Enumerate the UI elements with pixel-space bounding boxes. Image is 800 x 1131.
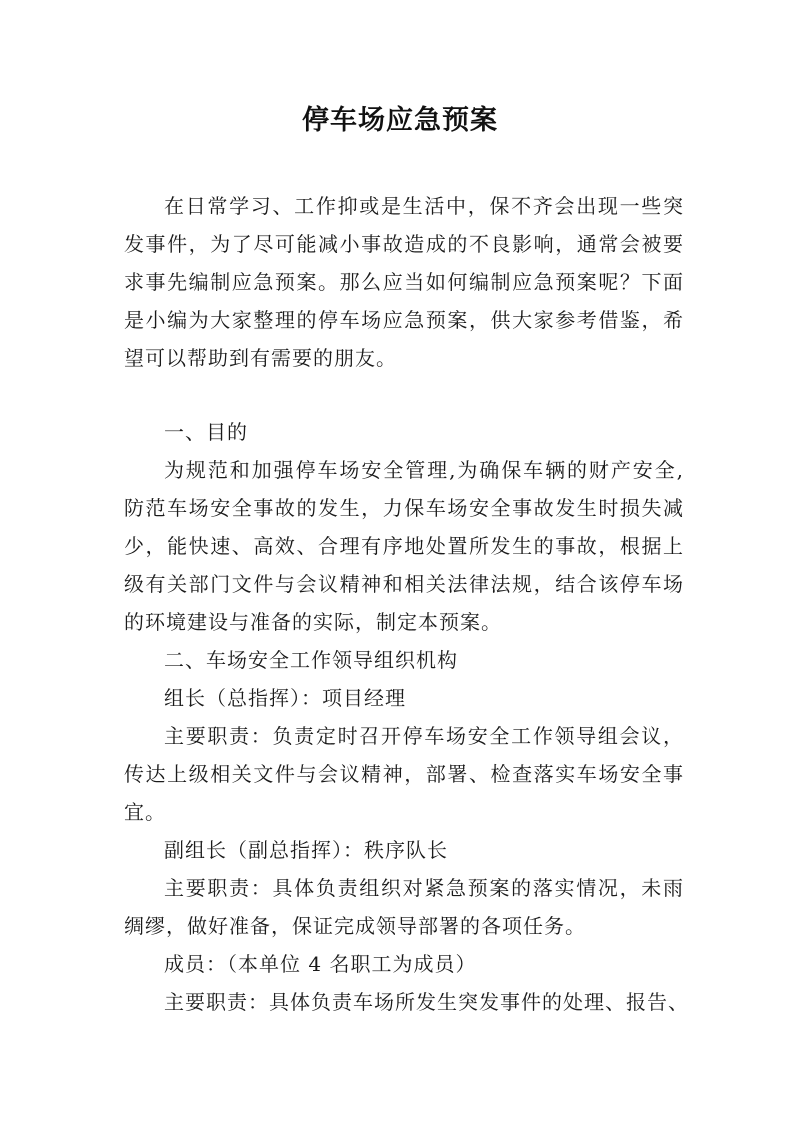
- intro-line: 是小编为大家整理的停车场应急预案，供大家参考借鉴，希: [124, 308, 684, 332]
- section1-line: 为规范和加强停车场安全管理,为确保车辆的财产安全,: [164, 458, 684, 482]
- members-line: 成员：（本单位 4 名职工为成员）: [164, 952, 477, 976]
- intro-line: 望可以帮助到有需要的朋友。: [124, 346, 397, 370]
- section1-line: 的环境建设与准备的实际，制定本预案。: [124, 610, 502, 634]
- section1-line: 防范车场安全事故的发生，力保车场安全事故发生时损失减: [124, 496, 684, 520]
- leader-duty-line: 主要职责：负责定时召开停车场安全工作领导组会议，: [164, 724, 684, 748]
- section1-line: 级有关部门文件与会议精神和相关法律法规，结合该停车场: [124, 572, 684, 596]
- deputy-duty-line: 主要职责：具体负责组织对紧急预案的落实情况，未雨: [164, 876, 684, 900]
- deputy-line: 副组长（副总指挥）：秩序队长: [164, 838, 448, 862]
- leader-duty-line: 传达上级相关文件与会议精神，部署、检查落实车场安全事: [124, 762, 684, 786]
- section-heading: 二、车场安全工作领导组织机构: [164, 648, 458, 672]
- leader-line: 组长（总指挥）：项目经理: [164, 686, 406, 710]
- intro-line: 在日常学习、工作抑或是生活中，保不齐会出现一些突: [164, 194, 684, 218]
- section1-line: 少，能快速、高效、合理有序地处置所发生的事故，根据上: [124, 534, 684, 558]
- document-title: 停车场应急预案: [302, 105, 498, 136]
- leader-duty-line: 宜。: [124, 800, 166, 824]
- section-heading: 一、目的: [164, 420, 248, 444]
- intro-line: 发事件，为了尽可能减小事故造成的不良影响，通常会被要: [124, 232, 684, 256]
- members-duty-line: 主要职责：具体负责车场所发生突发事件的处理、报告、: [164, 990, 689, 1014]
- deputy-duty-line: 绸缪，做好准备，保证完成领导部署的各项任务。: [124, 914, 586, 938]
- intro-line: 求事先编制应急预案。那么应当如何编制应急预案呢？下面: [124, 270, 684, 294]
